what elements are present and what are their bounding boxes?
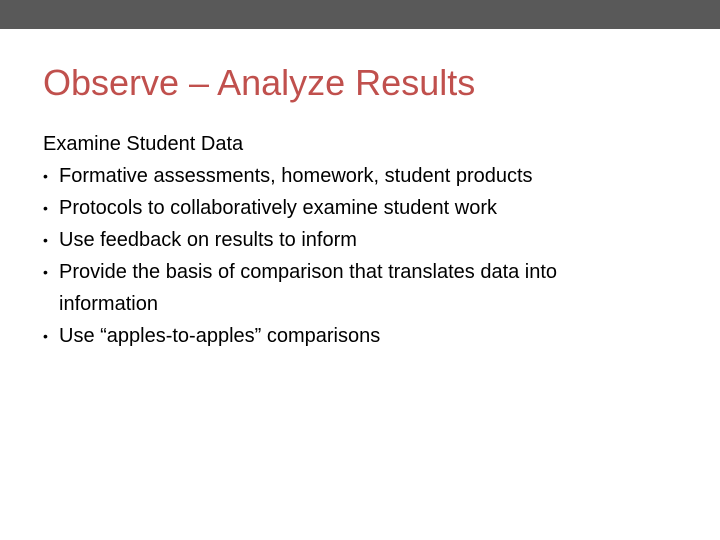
bullet-icon: • (43, 264, 48, 280)
bullet-icon: • (43, 168, 48, 184)
bullet-list (43, 160, 683, 352)
bullet-item (43, 256, 683, 320)
bullet-item (43, 160, 683, 192)
bullet-text: Protocols to collaboratively examine student work (59, 197, 497, 219)
bullet-item (43, 224, 683, 256)
slide-body (43, 128, 683, 352)
bullet-icon: • (43, 232, 48, 248)
bullet-item (43, 192, 683, 224)
bullet-item (43, 320, 683, 352)
bullet-text-continuation: information (59, 293, 158, 315)
top-header-band (0, 0, 720, 29)
intro-line: Examine Student Data (43, 133, 244, 155)
slide-title: Observe – Analyze Results (43, 62, 476, 103)
bullet-icon: • (43, 200, 48, 216)
bullet-icon: • (43, 328, 48, 344)
bullet-text: Use “apples-to-apples” comparisons (59, 325, 381, 347)
bullet-text: Formative assessments, homework, student products (59, 165, 533, 187)
bullet-text: Use feedback on results to inform (59, 229, 357, 251)
bullet-text: Provide the basis of comparison that translates data into (59, 261, 558, 283)
